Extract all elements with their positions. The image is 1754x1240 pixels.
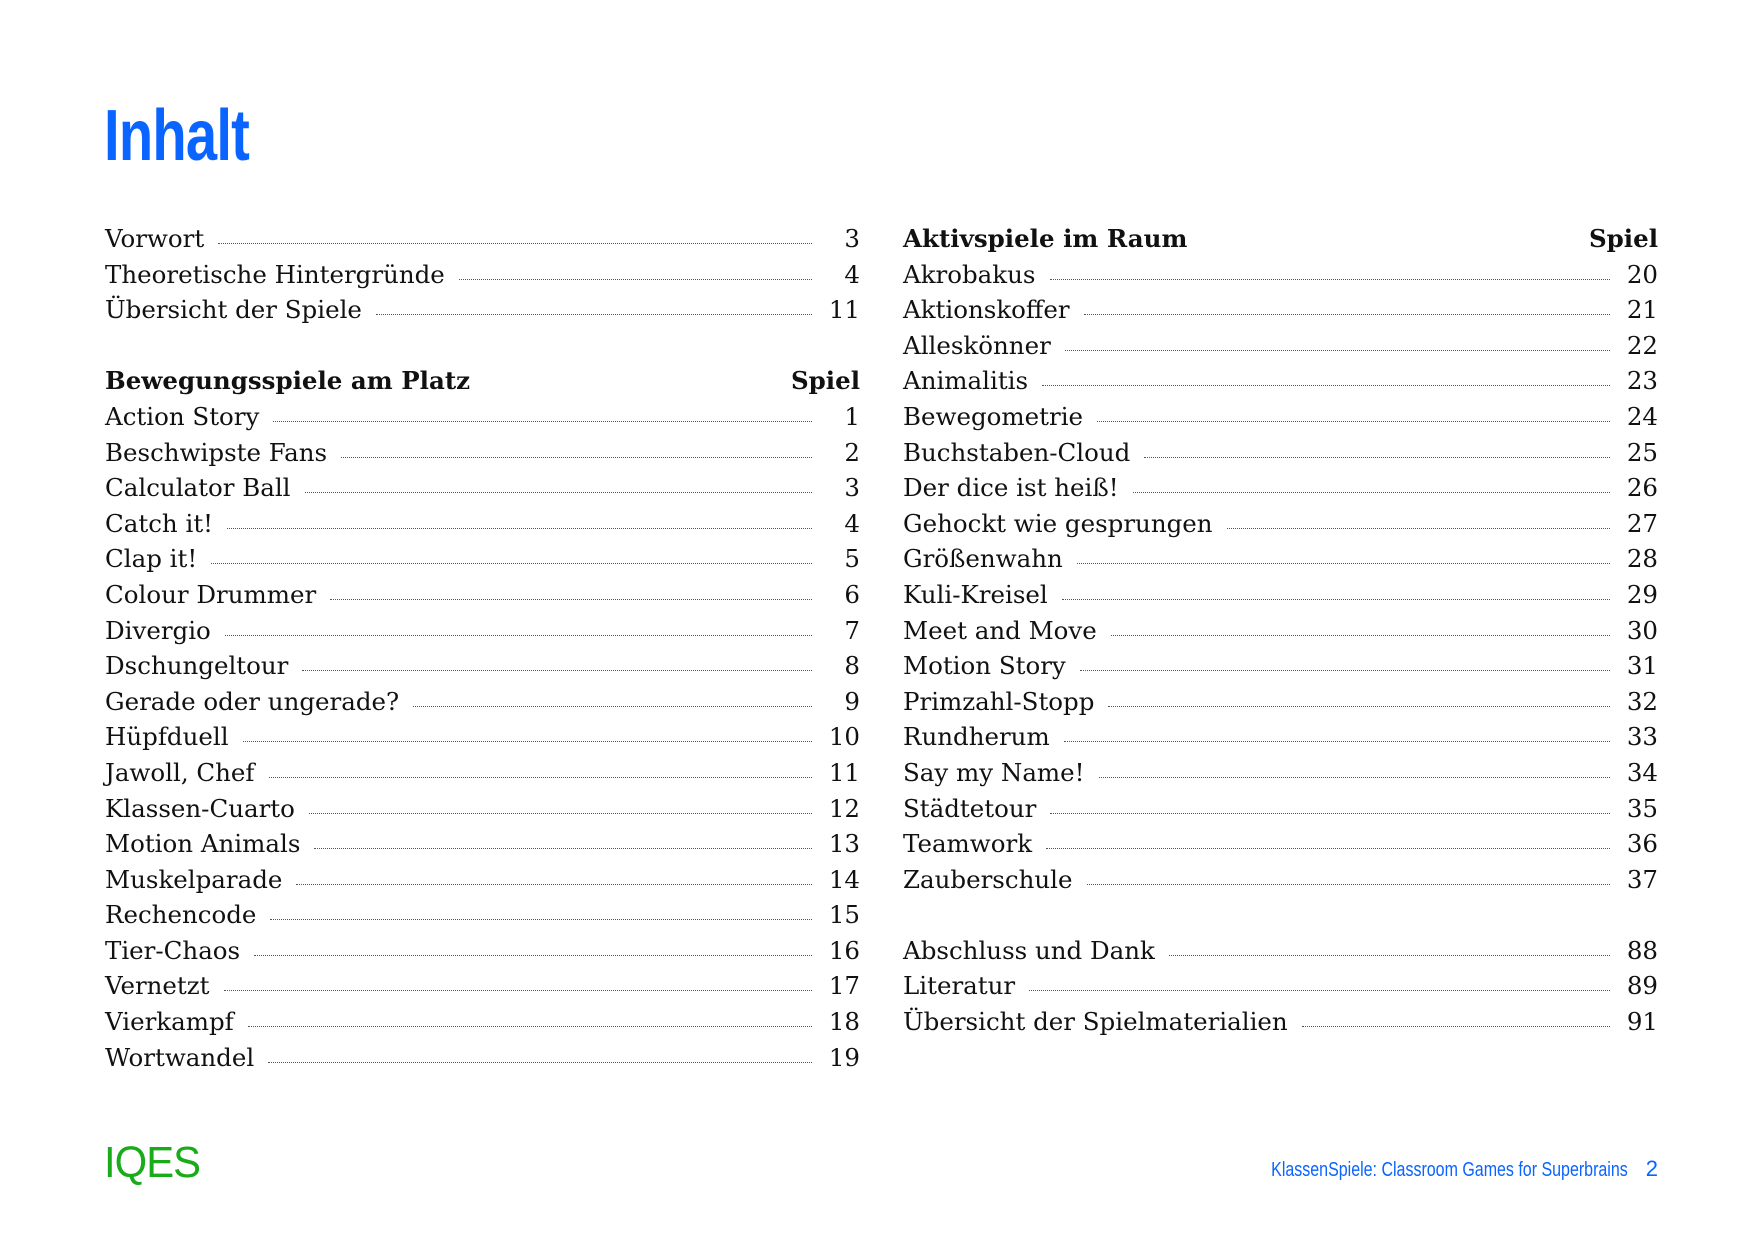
- page-title: Inhalt: [104, 96, 250, 176]
- entry-page: 30: [1626, 615, 1658, 645]
- entry-label: Tier-Chaos: [105, 935, 241, 965]
- toc-entry[interactable]: [105, 470, 860, 506]
- toc-entry[interactable]: [105, 968, 860, 1004]
- dot-leader: [270, 919, 812, 920]
- section-title: Aktivspiele im Raum: [903, 224, 1188, 253]
- entry-label: Gerade oder ungerade?: [105, 686, 400, 716]
- entry-label: Beschwipste Fans: [105, 437, 328, 467]
- toc-entry[interactable]: [903, 328, 1658, 364]
- dot-leader: [459, 279, 812, 280]
- toc-entry[interactable]: [105, 897, 860, 933]
- entry-page: 19: [828, 1042, 860, 1072]
- entry-page: 20: [1626, 259, 1658, 289]
- dot-leader: [341, 457, 812, 458]
- dot-leader: [1111, 635, 1610, 636]
- entry-label: Primzahl-Stopp: [903, 686, 1095, 716]
- entry-label: Übersicht der Spielmaterialien: [903, 1007, 1288, 1037]
- toc-entry[interactable]: [903, 755, 1658, 791]
- toc-entry[interactable]: [903, 541, 1658, 577]
- entry-label: Klassen-Cuarto: [105, 793, 295, 823]
- toc-entry[interactable]: [903, 470, 1658, 506]
- dot-leader: [1080, 670, 1610, 671]
- entry-page: 25: [1626, 437, 1658, 467]
- dot-leader: [248, 1026, 812, 1027]
- dot-leader: [254, 955, 812, 956]
- toc-entry[interactable]: [105, 862, 860, 898]
- section-heading: [105, 363, 860, 399]
- entry-label: Motion Story: [903, 651, 1066, 681]
- toc-entry[interactable]: [903, 435, 1658, 471]
- entry-label: Teamwork: [903, 829, 1033, 859]
- entry-label: Muskelparade: [105, 864, 283, 894]
- entry-label: Abschluss und Dank: [903, 935, 1155, 965]
- toc-entry[interactable]: [903, 791, 1658, 827]
- toc-entry[interactable]: [903, 826, 1658, 862]
- entry-label: Vierkampf: [105, 1007, 234, 1037]
- footer-title: KlassenSpiele: Classroom Games for Superbrains: [1271, 1159, 1628, 1181]
- dot-leader: [273, 421, 812, 422]
- dot-leader: [305, 492, 812, 493]
- entry-page: 3: [844, 224, 860, 253]
- toc-entry[interactable]: [105, 506, 860, 542]
- entry-label: Aktionskoffer: [903, 295, 1070, 325]
- entry-page: 14: [828, 864, 860, 894]
- section-heading: [903, 221, 1658, 257]
- dot-leader: [1077, 563, 1610, 564]
- dot-leader: [1042, 385, 1610, 386]
- column-label: Spiel: [1588, 224, 1658, 253]
- dot-leader: [1064, 741, 1610, 742]
- toc-entry[interactable]: [105, 1004, 860, 1040]
- dot-leader: [302, 670, 812, 671]
- entry-label: Alleskönner: [903, 330, 1051, 360]
- toc-entry[interactable]: [105, 577, 860, 613]
- column-label: Spiel: [790, 366, 860, 396]
- toc-entry[interactable]: [903, 363, 1658, 399]
- entry-label: Bewegometrie: [903, 401, 1084, 431]
- entry-page: 31: [1626, 651, 1658, 681]
- entry-page: 11: [828, 295, 860, 325]
- toc-entry[interactable]: [903, 648, 1658, 684]
- entry-label: Kuli-Kreisel: [903, 579, 1048, 609]
- entry-page: 7: [844, 615, 860, 645]
- entry-label: Animalitis: [903, 366, 1029, 396]
- dot-leader: [1029, 990, 1610, 991]
- toc-entry[interactable]: [105, 684, 860, 720]
- entry-page: 34: [1626, 757, 1658, 787]
- entry-label: Theoretische Hintergründe: [105, 259, 445, 289]
- entry-label: Rechencode: [105, 900, 257, 930]
- entry-page: 24: [1626, 401, 1658, 431]
- dot-leader: [1097, 421, 1610, 422]
- toc-entry[interactable]: [105, 826, 860, 862]
- toc-entry[interactable]: [903, 933, 1658, 969]
- toc-entry[interactable]: [903, 684, 1658, 720]
- entry-page: 23: [1626, 366, 1658, 396]
- entry-page: 4: [844, 508, 860, 538]
- toc-entry[interactable]: [903, 506, 1658, 542]
- entry-label: Zauberschule: [903, 864, 1073, 894]
- entry-page: 89: [1626, 971, 1658, 1001]
- toc-entry[interactable]: [903, 968, 1658, 1004]
- entry-label: Hüpfduell: [105, 722, 229, 752]
- toc-entry[interactable]: [903, 577, 1658, 613]
- dot-leader: [1050, 813, 1610, 814]
- toc-entry[interactable]: [105, 257, 860, 293]
- entry-page: 22: [1626, 330, 1658, 360]
- entry-label: Städtetour: [903, 793, 1037, 823]
- entry-page: 32: [1626, 686, 1658, 716]
- entry-page: 35: [1626, 793, 1658, 823]
- entry-page: 21: [1626, 295, 1658, 325]
- dot-leader: [1062, 599, 1610, 600]
- entry-label: Akrobakus: [903, 259, 1036, 289]
- entry-label: Motion Animals: [105, 829, 301, 859]
- dot-leader: [1050, 279, 1611, 280]
- toc-entry[interactable]: [105, 1040, 860, 1076]
- section-title: Bewegungsspiele am Platz: [105, 366, 471, 396]
- dot-leader: [1087, 884, 1611, 885]
- dot-leader: [296, 884, 812, 885]
- entry-label: Colour Drummer: [105, 579, 317, 609]
- toc-entry[interactable]: [903, 719, 1658, 755]
- toc-entry[interactable]: [903, 399, 1658, 435]
- dot-leader: [211, 563, 812, 564]
- dot-leader: [1099, 777, 1610, 778]
- entry-label: Rundherum: [903, 722, 1050, 752]
- dot-leader: [376, 314, 812, 315]
- entry-page: 28: [1626, 544, 1658, 574]
- entry-label: Größenwahn: [903, 544, 1063, 574]
- iqes-logo: IQES: [104, 1138, 201, 1187]
- dot-leader: [1133, 492, 1610, 493]
- dot-leader: [268, 1062, 812, 1063]
- entry-label: Literatur: [903, 971, 1016, 1001]
- dot-leader: [1169, 955, 1610, 956]
- toc-entry[interactable]: [105, 719, 860, 755]
- entry-label: Gehockt wie gesprungen: [903, 508, 1213, 538]
- entry-page: 18: [828, 1007, 860, 1037]
- entry-label: Wortwandel: [105, 1042, 255, 1072]
- entry-label: Action Story: [105, 401, 260, 431]
- entry-label: Dschungeltour: [105, 651, 289, 681]
- toc-entry[interactable]: [105, 613, 860, 649]
- dot-leader: [218, 243, 812, 244]
- entry-page: 29: [1626, 579, 1658, 609]
- entry-label: Jawoll, Chef: [105, 757, 255, 787]
- entry-page: 16: [828, 935, 860, 965]
- entry-label: Meet and Move: [903, 615, 1097, 645]
- toc-entry[interactable]: [903, 862, 1658, 898]
- entry-page: 33: [1626, 722, 1658, 752]
- dot-leader: [225, 635, 812, 636]
- entry-label: Vorwort: [105, 224, 205, 253]
- entry-label: Buchstaben-Cloud: [903, 437, 1131, 467]
- toc-entry[interactable]: [903, 613, 1658, 649]
- footer: [1182, 1156, 1658, 1182]
- toc-entry[interactable]: [105, 648, 860, 684]
- toc-left-column: [105, 221, 860, 1075]
- dot-leader: [330, 599, 812, 600]
- entry-page: 5: [844, 544, 860, 574]
- dot-leader: [1302, 1026, 1610, 1027]
- entry-page: 91: [1626, 1007, 1658, 1037]
- entry-page: 37: [1626, 864, 1658, 894]
- entry-label: Divergio: [105, 615, 211, 645]
- dot-leader: [1065, 350, 1610, 351]
- entry-page: 27: [1626, 508, 1658, 538]
- toc-entry[interactable]: [105, 399, 860, 435]
- dot-leader: [314, 848, 812, 849]
- dot-leader: [1084, 314, 1610, 315]
- entry-page: 17: [828, 971, 860, 1001]
- dot-leader: [227, 528, 812, 529]
- toc-entry[interactable]: [105, 933, 860, 969]
- toc-entry[interactable]: [105, 221, 860, 257]
- toc-entry[interactable]: [105, 791, 860, 827]
- entry-page: 15: [828, 900, 860, 930]
- entry-page: 12: [828, 793, 860, 823]
- entry-page: 36: [1626, 829, 1658, 859]
- entry-label: Vernetzt: [105, 971, 210, 1001]
- dot-leader: [309, 813, 812, 814]
- entry-label: Clap it!: [105, 544, 198, 574]
- toc-entry[interactable]: [903, 1004, 1658, 1040]
- toc-entry[interactable]: [903, 257, 1658, 293]
- entry-page: 1: [844, 401, 860, 431]
- entry-page: 4: [844, 259, 860, 289]
- entry-page: 88: [1626, 935, 1658, 965]
- dot-leader: [1144, 457, 1610, 458]
- entry-page: 3: [844, 473, 860, 503]
- entry-label: Say my Name!: [903, 757, 1085, 787]
- entry-page: 2: [844, 437, 860, 467]
- entry-page: 6: [844, 579, 860, 609]
- entry-page: 10: [828, 722, 860, 752]
- entry-label: Calculator Ball: [105, 473, 291, 503]
- toc-entry[interactable]: [105, 435, 860, 471]
- entry-label: Übersicht der Spiele: [105, 295, 362, 325]
- entry-label: Der dice ist heiß!: [903, 473, 1119, 503]
- page-number: 2: [1645, 1156, 1658, 1181]
- dot-leader: [413, 706, 812, 707]
- toc-entry[interactable]: [105, 541, 860, 577]
- dot-leader: [1046, 848, 1610, 849]
- dot-leader: [1227, 528, 1610, 529]
- entry-label: Catch it!: [105, 508, 214, 538]
- toc-right-column: [903, 221, 1658, 1040]
- dot-leader: [243, 741, 812, 742]
- entry-page: 8: [844, 651, 860, 681]
- entry-page: 13: [828, 829, 860, 859]
- entry-page: 26: [1626, 473, 1658, 503]
- dot-leader: [224, 990, 812, 991]
- toc-entry[interactable]: [903, 292, 1658, 328]
- entry-page: 9: [844, 686, 860, 716]
- toc-entry[interactable]: [105, 755, 860, 791]
- entry-page: 11: [828, 757, 860, 787]
- toc-entry[interactable]: [105, 292, 860, 328]
- dot-leader: [269, 777, 813, 778]
- dot-leader: [1108, 706, 1610, 707]
